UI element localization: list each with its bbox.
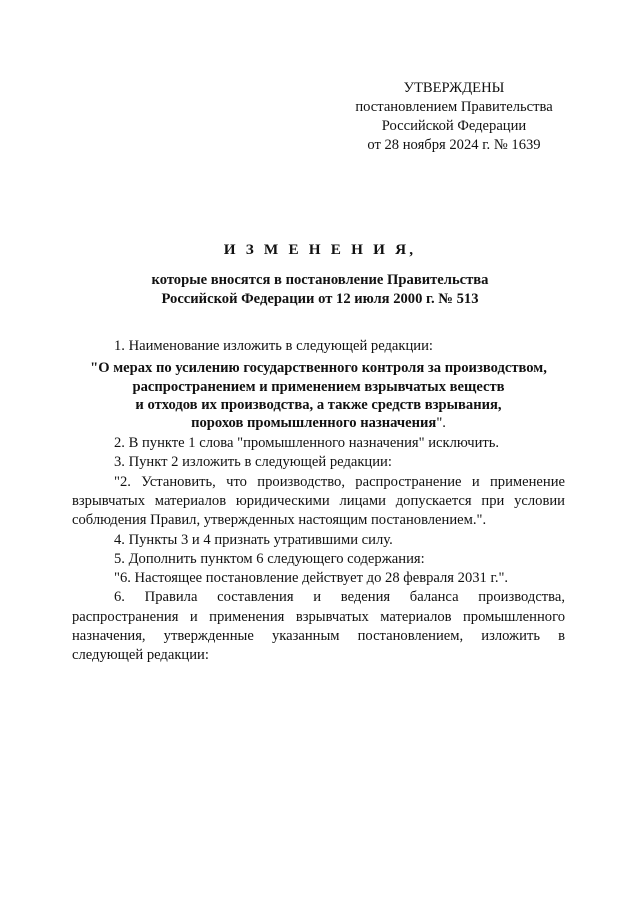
item-1-quote-line-2: распространением и применением взрывчатых веществ — [132, 378, 505, 395]
approval-line-3: от 28 ноября 2024 г. № 1639 — [367, 137, 541, 153]
approval-line-2: Российской Федерации — [381, 118, 527, 134]
item-6: 6. Правила составления и ведения баланса производства, распространения и применения взрывчатых материалов промышленного назначения, утвержденные указанным постановлением, изложить в следующей редакции: — [72, 589, 565, 664]
item-1-quote-line-1: "О мерах по усилению государственного контроля за производством, — [90, 360, 547, 377]
title-subtitle — [72, 271, 568, 308]
approval-heading: УТВЕРЖДЕНЫ — [403, 80, 505, 96]
item-1-quote-end: ". — [436, 414, 446, 431]
approval-stamp — [330, 79, 578, 155]
item-1-quote-line-4: порохов промышленного назначения — [191, 414, 437, 431]
item-1: 1. Наименование изложить в следующей редакции: — [114, 338, 433, 354]
approval-line-1: постановлением Правительства — [355, 99, 553, 115]
item-5-quote: "6. Настоящее постановление действует до 28 февраля 2031 г.". — [114, 570, 509, 587]
item-4: 4. Пункты 3 и 4 признать утратившими силу. — [114, 531, 393, 548]
item-5: 5. Дополнить пунктом 6 следующего содержания: — [114, 550, 425, 567]
document-title — [72, 240, 568, 308]
item-1-quote-line-3: и отходов их производства, а также средств взрывания, — [135, 396, 502, 413]
title-subtitle-line-2: Российской Федерации от 12 июля 2000 г. № 513 — [161, 290, 479, 307]
title-main: И З М Е Н Е Н И Я, — [223, 241, 417, 258]
item-1-quote — [72, 359, 565, 432]
item-2: 2. В пункте 1 слова "промышленного назначения" исключить. — [114, 435, 500, 452]
title-subtitle-line-1: которые вносятся в постановление Правительства — [151, 272, 489, 288]
item-3: 3. Пункт 2 изложить в следующей редакции: — [114, 454, 392, 471]
document-body — [72, 337, 565, 666]
item-3-quote: "2. Установить, что производство, распространение и применение взрывчатых материалов юридическими лицами допускается при условии соблюдения Правил, утвержденных настоящим постановлением.". — [72, 473, 565, 529]
